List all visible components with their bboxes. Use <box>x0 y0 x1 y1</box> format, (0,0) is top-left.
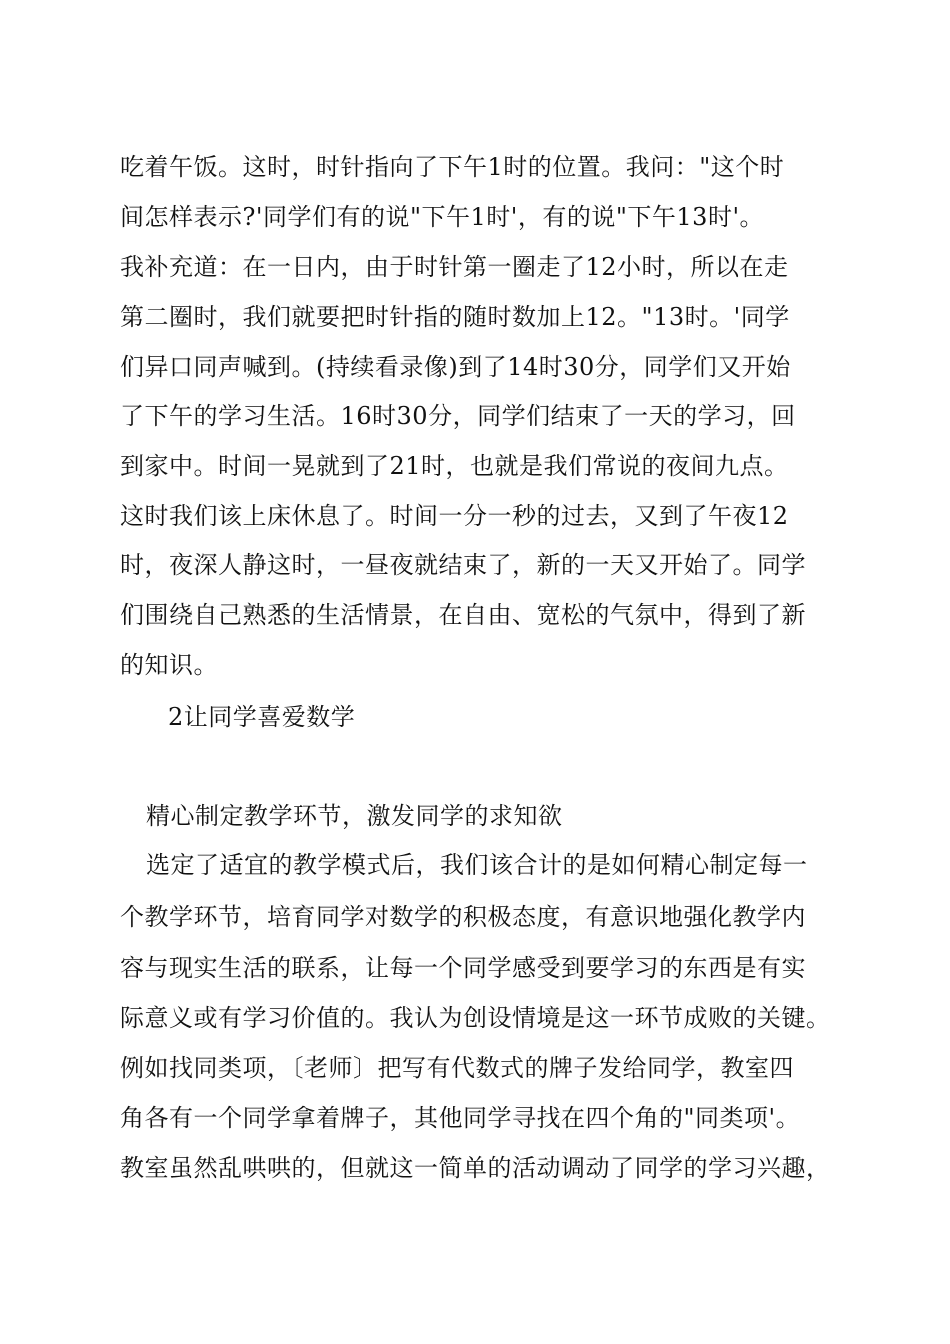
paragraph-line: 第二圈时，我们就要把时针指的随时数加上12。"13时。'同学 <box>120 303 790 331</box>
paragraph-line: 了下午的学习生活。16时30分，同学们结束了一天的学习，回 <box>120 402 796 430</box>
paragraph-line: 个教学环节，培育同学对数学的积极态度，有意识地强化教学内 <box>120 903 806 931</box>
paragraph-line: 教室虽然乱哄哄的，但就这一简单的活动调动了同学的学习兴趣， <box>120 1154 831 1182</box>
paragraph-line: 例如找同类项，〔老师〕把写有代数式的牌子发给同学，教室四 <box>120 1054 794 1082</box>
paragraph-line: 的知识。 <box>120 651 218 679</box>
section-heading: 2让同学喜爱数学 <box>168 703 356 731</box>
paragraph-line: 际意义或有学习价值的。我认为创设情境是这一环节成败的关键。 <box>120 1004 831 1032</box>
paragraph-line: 这时我们该上床休息了。时间一分一秒的过去，又到了午夜12 <box>120 502 789 530</box>
paragraph-line: 选定了适宜的教学模式后，我们该合计的是如何精心制定每一 <box>146 851 808 879</box>
paragraph-line: 角各有一个同学拿着牌子，其他同学寻找在四个角的"同类项'。 <box>120 1104 801 1132</box>
section-subheading: 精心制定教学环节，激发同学的求知欲 <box>146 802 563 830</box>
paragraph-line: 们异口同声喊到。(持续看录像)到了14时30分，同学们又开始 <box>120 353 791 381</box>
paragraph-line: 时，夜深人静这时，一昼夜就结束了，新的一天又开始了。同学 <box>120 551 806 579</box>
paragraph-line: 我补充道：在一日内，由于时针第一圈走了12小时，所以在走 <box>120 253 789 281</box>
paragraph-line: 们围绕自己熟悉的生活情景，在自由、宽松的气氛中，得到了新 <box>120 601 806 629</box>
paragraph-line: 吃着午饭。这时，时针指向了下午1时的位置。我问："这个时 <box>120 153 785 181</box>
paragraph-line: 容与现实生活的联系，让每一个同学感受到要学习的东西是有实 <box>120 954 806 982</box>
paragraph-line: 间怎样表示?'同学们有的说"下午1时'，有的说"下午13时'。 <box>120 203 765 231</box>
paragraph-line: 到家中。时间一晃就到了21时，也就是我们常说的夜间九点。 <box>120 452 789 480</box>
